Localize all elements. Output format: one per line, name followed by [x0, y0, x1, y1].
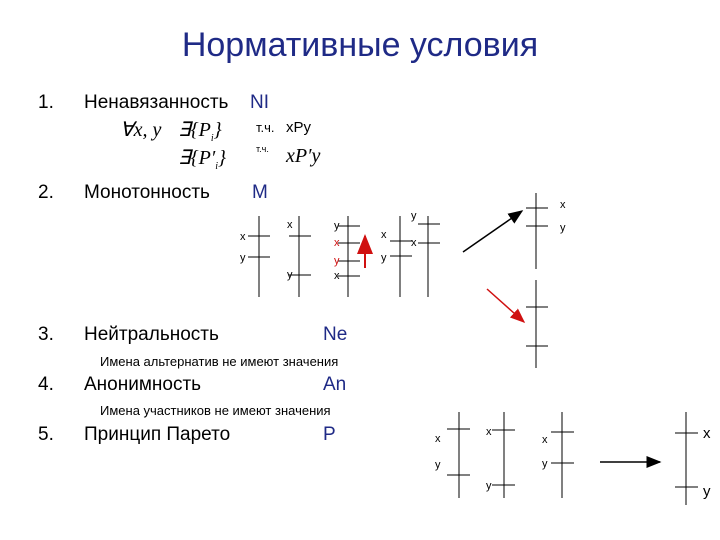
- item-name-5: Принцип Парето: [84, 424, 231, 445]
- label-x: x: [334, 270, 340, 282]
- monotonicity-profile-after: [390, 216, 440, 297]
- exists-profile-1: $\exists\{P_i\}$: [178, 119, 222, 144]
- exists-profile-2: $\exists\{P'_i\}$: [178, 147, 227, 172]
- pareto-profile: [447, 412, 574, 498]
- item-number-4: 4.: [38, 374, 54, 395]
- relation-2: xP′y: [286, 145, 321, 167]
- red-arrow: [487, 289, 524, 322]
- item-number-2: 2.: [38, 182, 54, 203]
- label-x: x: [435, 433, 441, 445]
- note-anonymity: Имена участников не имеют значения: [100, 403, 331, 418]
- label-y: y: [287, 269, 293, 281]
- such-that-2: т.ч.: [256, 144, 269, 154]
- label-y: y: [703, 483, 711, 500]
- item-number-5: 5.: [38, 424, 54, 445]
- label-y: y: [411, 210, 417, 222]
- item-abbr-1: NI: [250, 92, 269, 113]
- item-name-1: Ненавязанность: [84, 92, 229, 113]
- label-x: x: [381, 229, 387, 241]
- item-name-3: Нейтральность: [84, 324, 219, 345]
- label-x: x: [486, 426, 492, 438]
- label-y: y: [381, 252, 387, 264]
- label-y: y: [334, 220, 340, 232]
- black-arrow: [463, 211, 522, 252]
- forall-quantifier: ∀x, y: [120, 119, 162, 141]
- label-x: x: [703, 425, 711, 442]
- label-y: y: [435, 459, 441, 471]
- such-that-1: т.ч.: [256, 120, 275, 135]
- monotonicity-result: [526, 193, 548, 368]
- item-abbr-5: P: [323, 424, 336, 445]
- relation-1: xPy: [286, 119, 312, 136]
- pareto-result: [675, 412, 698, 505]
- label-x: x: [560, 199, 566, 211]
- item-abbr-2: M: [252, 182, 268, 203]
- label-y: y: [560, 222, 566, 234]
- label-x: x: [240, 231, 246, 243]
- item-name-4: Анонимность: [84, 374, 202, 395]
- item-name-2: Монотонность: [84, 182, 210, 203]
- page-title: Нормативные условия: [181, 26, 539, 64]
- label-x: x: [287, 219, 293, 231]
- label-y: y: [542, 458, 548, 470]
- label-y: y: [486, 480, 492, 492]
- note-neutrality: Имена альтернатив не имеют значения: [100, 354, 339, 369]
- label-y: y: [240, 252, 246, 264]
- label-x: x: [542, 434, 548, 446]
- item-abbr-3: Ne: [323, 324, 348, 345]
- monotonicity-profile-before: [248, 216, 360, 297]
- label-x-red: x: [334, 237, 340, 249]
- label-x: x: [411, 237, 417, 249]
- label-y-red: y: [334, 255, 340, 267]
- item-number-1: 1.: [38, 92, 54, 113]
- item-abbr-4: An: [323, 374, 347, 395]
- item-number-3: 3.: [38, 324, 54, 345]
